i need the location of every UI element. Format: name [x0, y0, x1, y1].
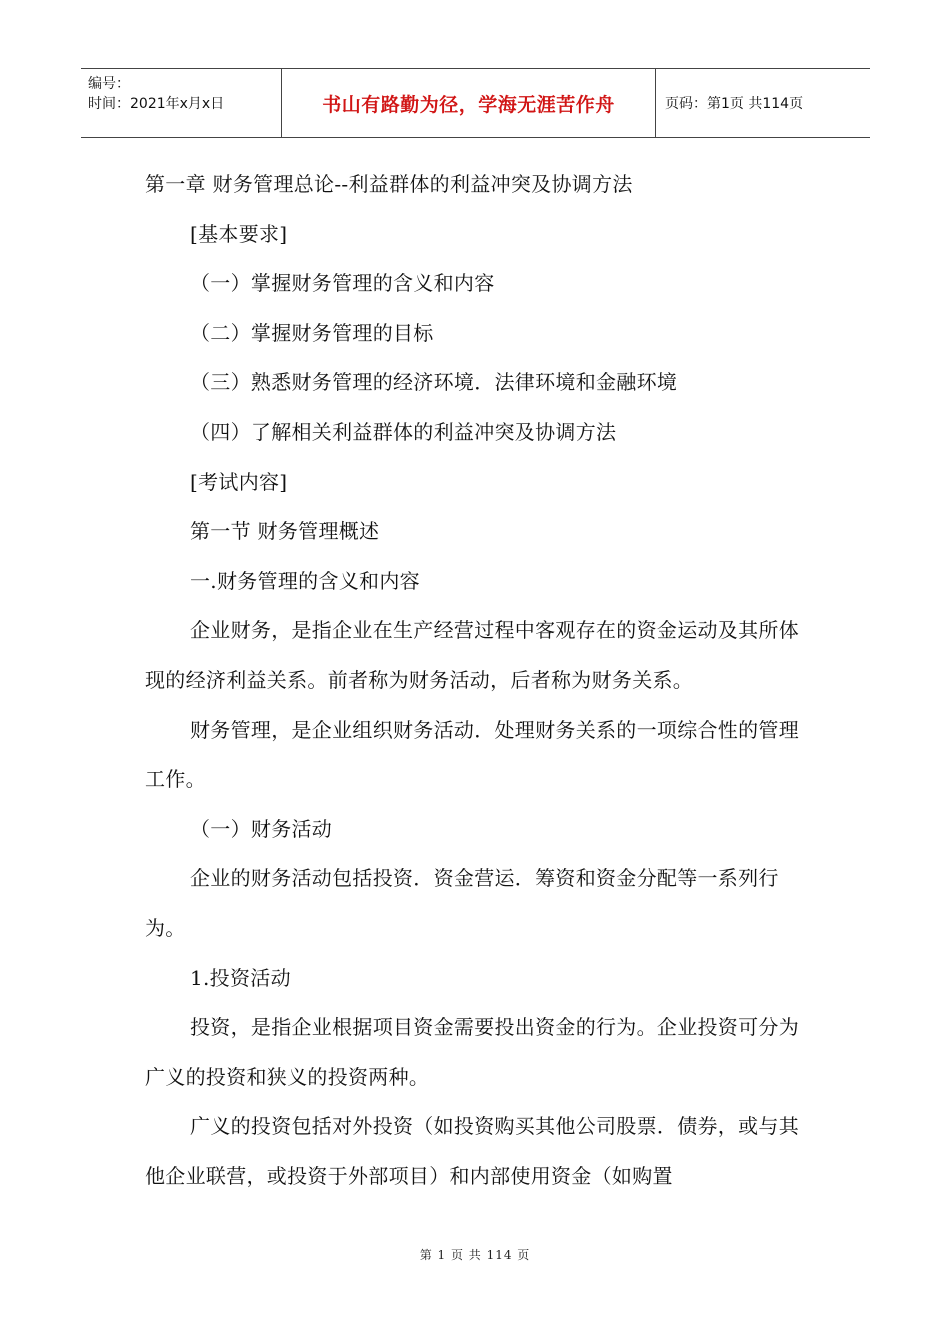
- requirement-item: （三）熟悉财务管理的经济环境．法律环境和金融环境: [190, 370, 678, 395]
- subsection-title: 1.投资活动: [190, 965, 291, 990]
- page-footer: 第 1 页 共 114 页: [419, 1248, 531, 1262]
- header-page-info: 页码：第1页 共114页: [665, 96, 804, 112]
- section-title: 第一节 财务管理概述: [190, 519, 380, 544]
- body-paragraph: 财务管理，是企业组织财务活动．处理财务关系的一项综合性的管理工作。: [145, 717, 799, 792]
- body-paragraph: 企业财务，是指企业在生产经营过程中客观存在的资金运动及其所体现的经济利益关系。前者称为财务活动，后者称为财务关系。: [145, 618, 799, 692]
- header-meta-cell: [81, 69, 282, 137]
- requirement-item: （四）了解相关利益群体的利益冲突及协调方法: [190, 419, 617, 444]
- requirement-item: （二）掌握财务管理的目标: [190, 320, 434, 345]
- body-paragraph: 广义的投资包括对外投资（如投资购买其他公司股票．债券，或与其他企业联营，或投资于外部项目）和内部使用资金（如购置: [145, 1114, 799, 1188]
- document-time-label: 时间：2021年x月x日: [88, 96, 225, 112]
- requirement-item: （一）掌握财务管理的含义和内容: [190, 271, 495, 296]
- header-motto: 书山有路勤为径，学海无涯苦作舟: [282, 69, 656, 137]
- section-heading-exam-content: [考试内容]: [190, 469, 288, 494]
- chapter-title: 第一章 财务管理总论--利益群体的利益冲突及协调方法: [145, 172, 633, 196]
- document-number-label: 编号：: [88, 76, 130, 92]
- document-body: [145, 160, 815, 1201]
- subsection-title: （一）财务活动: [190, 816, 333, 841]
- section-heading-requirements: [基本要求]: [190, 221, 288, 246]
- body-paragraph: 企业的财务活动包括投资．资金营运．筹资和资金分配等一系列行为。: [145, 866, 779, 940]
- document-header: [81, 68, 870, 138]
- subsection-title: 一.财务管理的含义和内容: [190, 568, 420, 593]
- body-paragraph: 投资，是指企业根据项目资金需要投出资金的行为。企业投资可分为广义的投资和狭义的投资两种。: [145, 1015, 799, 1089]
